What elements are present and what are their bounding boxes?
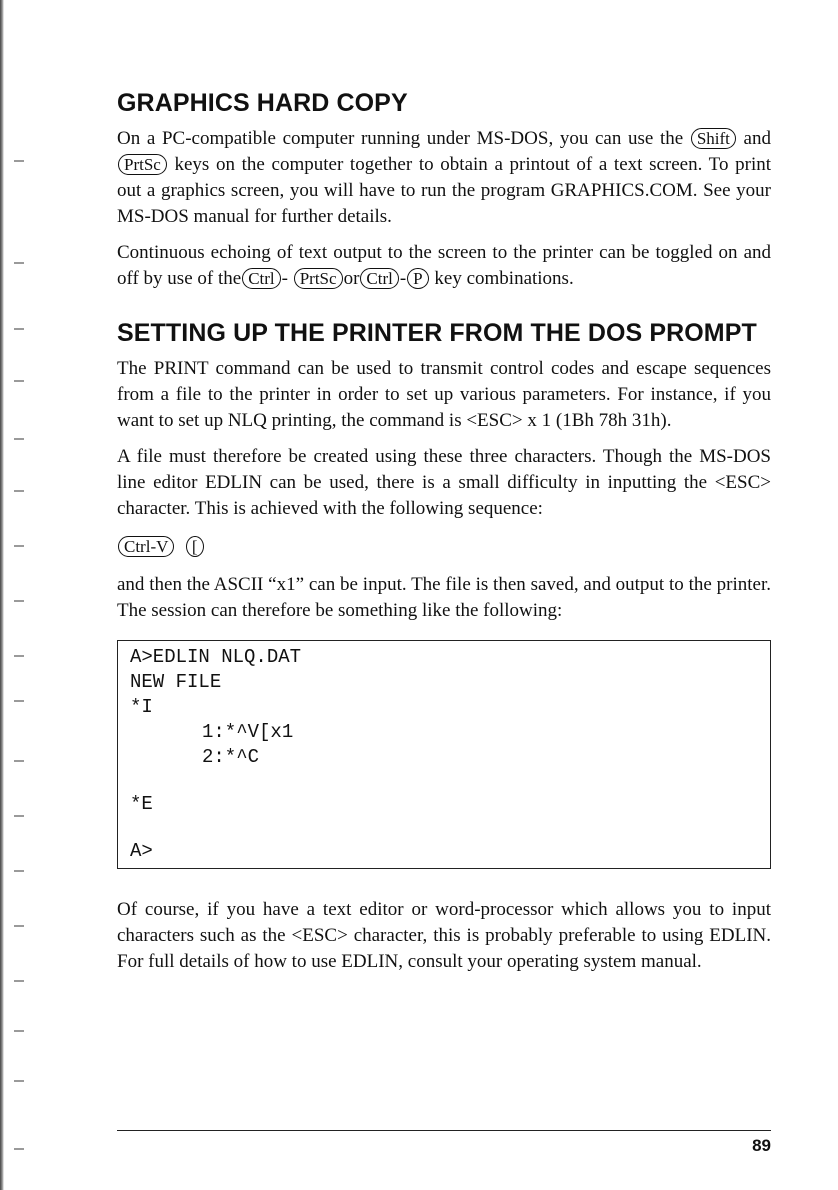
footer-rule [117,1130,771,1131]
bracket-key-glyph: [ [186,536,204,557]
code-line: A>EDLIN NLQ.DAT [130,646,302,668]
paragraph-ascii-input: and then the ASCII “x1” can be input. The file is then saved, and output to the printer. The session can therefore be something like the following: [117,574,771,621]
code-line: 1:*^V[x1 [202,721,294,743]
text-fragment: On a PC-compatible computer running under MS-DOS, you can use the [117,128,690,149]
margin-scan-marks [14,0,44,1190]
prtsc-key-glyph: PrtSc [294,268,343,289]
paragraph-print-command: The PRINT command can be used to transmit control codes and escape sequences from a file to the printer in order to set up various parameters. For instance, if you want to set up NLQ printing, the command is <ESC> x 1 (1Bh 78h 31h). [117,358,771,431]
paragraph-text-editor-note: Of course, if you have a text editor or word-processor which allows you to input characters such as the <ESC> character, this is probably preferable to using EDLIN. For full details of how to use EDLIN, consult your operating system manual. [117,899,771,972]
key-sequence [117,532,771,562]
code-line: NEW FILE [130,671,222,693]
edlin-session-listing [117,640,771,869]
text-fragment: keys on the computer together to obtain a printout of a text screen. To print out a graphics screen, you will have to run the program GRAPHICS.COM. See your MS-DOS manual for further details. [117,154,771,227]
text-fragment: and [736,128,771,149]
code-blank-line [130,817,758,839]
key-separator: - [399,268,407,289]
shift-key-glyph: Shift [691,128,736,149]
paragraph-file-creation: A file must therefore be created using these three characters. Though the MS-DOS line editor EDLIN can be used, there is a small difficulty in inputting the <ESC> character. This is achieved with the following sequence: [117,446,771,519]
p-key-glyph: P [407,268,428,289]
document-page [117,88,771,985]
key-separator: - [281,268,288,289]
ctrl-v-key-glyph: Ctrl-V [118,536,174,557]
prtsc-key-glyph: PrtSc [118,154,167,175]
text-fragment: key combinations. [429,268,574,289]
code-line: A> [130,840,153,862]
ctrl-key-glyph: Ctrl [360,268,398,289]
code-line: *E [130,793,153,815]
section-heading-setting-up-printer: SETTING UP THE PRINTER FROM THE DOS PROMPT [117,319,757,347]
page-binding-edge [0,0,4,1190]
code-line: *I [130,696,153,718]
text-fragment: or [343,268,360,289]
code-blank-line [130,770,758,792]
page-number: 89 [752,1136,771,1155]
section-heading-graphics-hard-copy: GRAPHICS HARD COPY [117,89,408,117]
paragraph-echo-toggle [117,240,771,292]
text-fragment: Continuous echoing of text output to the screen to the printer can be toggled on and off by use of the [117,242,771,289]
paragraph-hard-copy-intro [117,126,771,230]
ctrl-key-glyph: Ctrl [242,268,280,289]
code-line: 2:*^C [202,746,260,768]
